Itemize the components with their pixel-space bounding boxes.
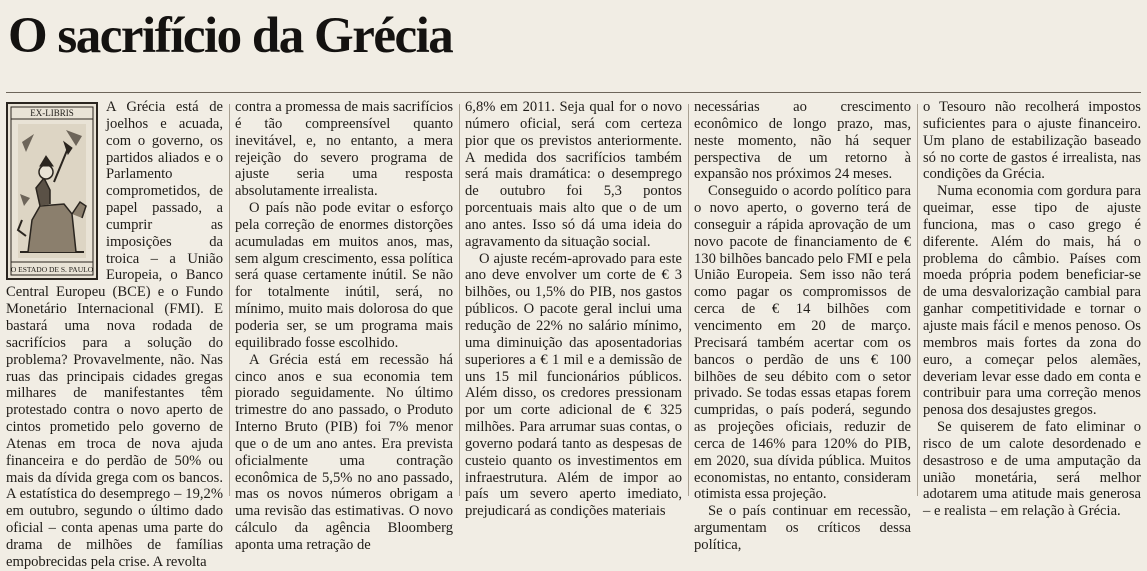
column-divider bbox=[229, 104, 230, 496]
paragraph: A Grécia está de joelhos e acuada, com o governo, os partidos aliados e o Parlamento comprometidos, de papel passado, a cumprir as imposições da troica – a União Europeia, o Banco Central Europeu (BCE) e o Fundo Monetário Internacional (FMI). E bastará uma nova rodada de sacrifícios para a solução do problema? Provavelmente, não. Nas ruas das principais cidades gregas milhares de manifestantes têm protestado contra o novo aperto de cintos prometido pelo governo de Atenas em troca de nova ajuda financeira e do perdão de 50% ou mais da dívida grega com os bancos. A estatística do desemprego – 19,2% em outubro, segundo o último dado oficial – conta apenas uma parte do drama de milhões de famílias empobrecidas pela crise. A revolta bbox=[6, 99, 223, 570]
column-divider bbox=[688, 104, 689, 496]
ex-libris-bottom-text: O ESTADO DE S. PAULO bbox=[10, 265, 94, 274]
paragraph: 6,8% em 2011. Seja qual for o novo número oficial, será com certeza pior que os previstos anteriormente. A medida dos sacrifícios também será mais dramática: o desemprego de outubro foi 5,3 pontos porcentuais mais alto que o de um ano antes. Isso só dá uma ideia do agravamento da situação social. bbox=[465, 99, 682, 250]
article-column-4 bbox=[694, 99, 911, 553]
ex-libris-top-text: EX-LIBRIS bbox=[30, 108, 74, 118]
article-column-5 bbox=[923, 99, 1141, 520]
headline: O sacrifício da Grécia bbox=[8, 8, 453, 64]
headline-rule bbox=[6, 92, 1141, 93]
paragraph: A Grécia está em recessão há cinco anos e sua economia tem piorado seguidamente. No último trimestre do ano passado, o Produto Interno Bruto (PIB) foi 7% menor que o de um ano antes. Era prevista oficialmente uma contração econômica de 5,5% no ano passado, mas os novos números obrigam a uma revisão das estimativas. O novo cálculo da agência Bloomberg aponta uma retração de bbox=[235, 351, 453, 553]
paragraph: o Tesouro não recolherá impostos suficientes para o ajuste financeiro. Um plano de estabilização baseado só no corte de gastos é irrealista, nas condições da Grécia. bbox=[923, 99, 1141, 183]
article-column-1 bbox=[6, 99, 223, 570]
column-divider bbox=[459, 104, 460, 496]
ex-libris-seal bbox=[6, 102, 98, 280]
paragraph: Se o país continuar em recessão, argumentam os críticos dessa política, bbox=[694, 503, 911, 553]
paragraph: O país não pode evitar o esforço pela correção de enormes distorções acumuladas em muitos anos, mas, sem algum crescimento, essa política será quase certamente inútil. Se não for totalmente inútil, será, no mínimo, muito mais dolorosa do que poderia ser, se um programa mais equilibrado fosse escolhido. bbox=[235, 200, 453, 351]
paragraph: Se quiserem de fato eliminar o risco de um calote desordenado e desastroso e de uma amputação da união monetária, será melhor adotarem uma atitude mais generosa – e realista – em relação à Grécia. bbox=[923, 419, 1141, 520]
ex-libris-illustration-icon bbox=[6, 102, 98, 280]
paragraph: O ajuste recém-aprovado para este ano deve envolver um corte de € 3 bilhões, ou 1,5% do PIB, nos gastos públicos. O pacote geral inclui uma redução de 22% no salário mínimo, uma diminuição das aposentadorias superiores a € 1 mil e a demissão de uns 15 mil funcionários públicos. Além disso, os credores pressionam por um corte adicional de € 325 milhões. Para arrumar suas contas, o governo podará tanto as despesas de custeio quanto os investimentos em infraestrutura. Além de impor ao país um severo aperto imediato, prejudicará as condições materiais bbox=[465, 250, 682, 520]
paragraph: Numa economia com gordura para queimar, esse tipo de ajuste funciona, mas o caso grego é diferente. Além do mais, há o problema do câmbio. Países com moeda própria podem beneficiar-se de uma desvalorização cambial para ganhar competitividade e tornar o ajuste mais fácil e menos penoso. Os membros mais fortes da zona do euro, a começar pelos alemães, deveriam levar esse dado em conta e contribuir para uma correção menos penosa dos desajustes gregos. bbox=[923, 183, 1141, 419]
column-divider bbox=[917, 104, 918, 496]
article-column-2 bbox=[235, 99, 453, 553]
article-column-3 bbox=[465, 99, 682, 520]
paragraph: necessárias ao crescimento econômico de longo prazo, mas, neste momento, não há sequer perspectiva de um retorno à expansão nos próximos 24 meses. bbox=[694, 99, 911, 183]
paragraph: contra a promessa de mais sacrifícios é tão compreensível quanto inevitável, e, no entanto, a mera rejeição do severo programa de ajuste seria uma resposta absolutamente irrealista. bbox=[235, 99, 453, 200]
paragraph: Conseguido o acordo político para o novo aperto, o governo terá de conseguir a rápida aprovação de um novo pacote de financiamento de € 130 bilhões bancado pelo FMI e pela União Europeia. Sem isso não terá como pagar os compromissos de cerca de € 14 bilhões com vencimento em 20 de março. Precisará também acertar com os bancos o perdão de uns € 100 bilhões de seu débito com o setor privado. Se todas essas etapas forem cumpridas, o país poderá, segundo as projeções oficiais, reduzir de cerca de 146% para 120% do PIB, em 2020, sua dívida pública. Muitos economistas, no entanto, consideram otimista essa projeção. bbox=[694, 183, 911, 503]
